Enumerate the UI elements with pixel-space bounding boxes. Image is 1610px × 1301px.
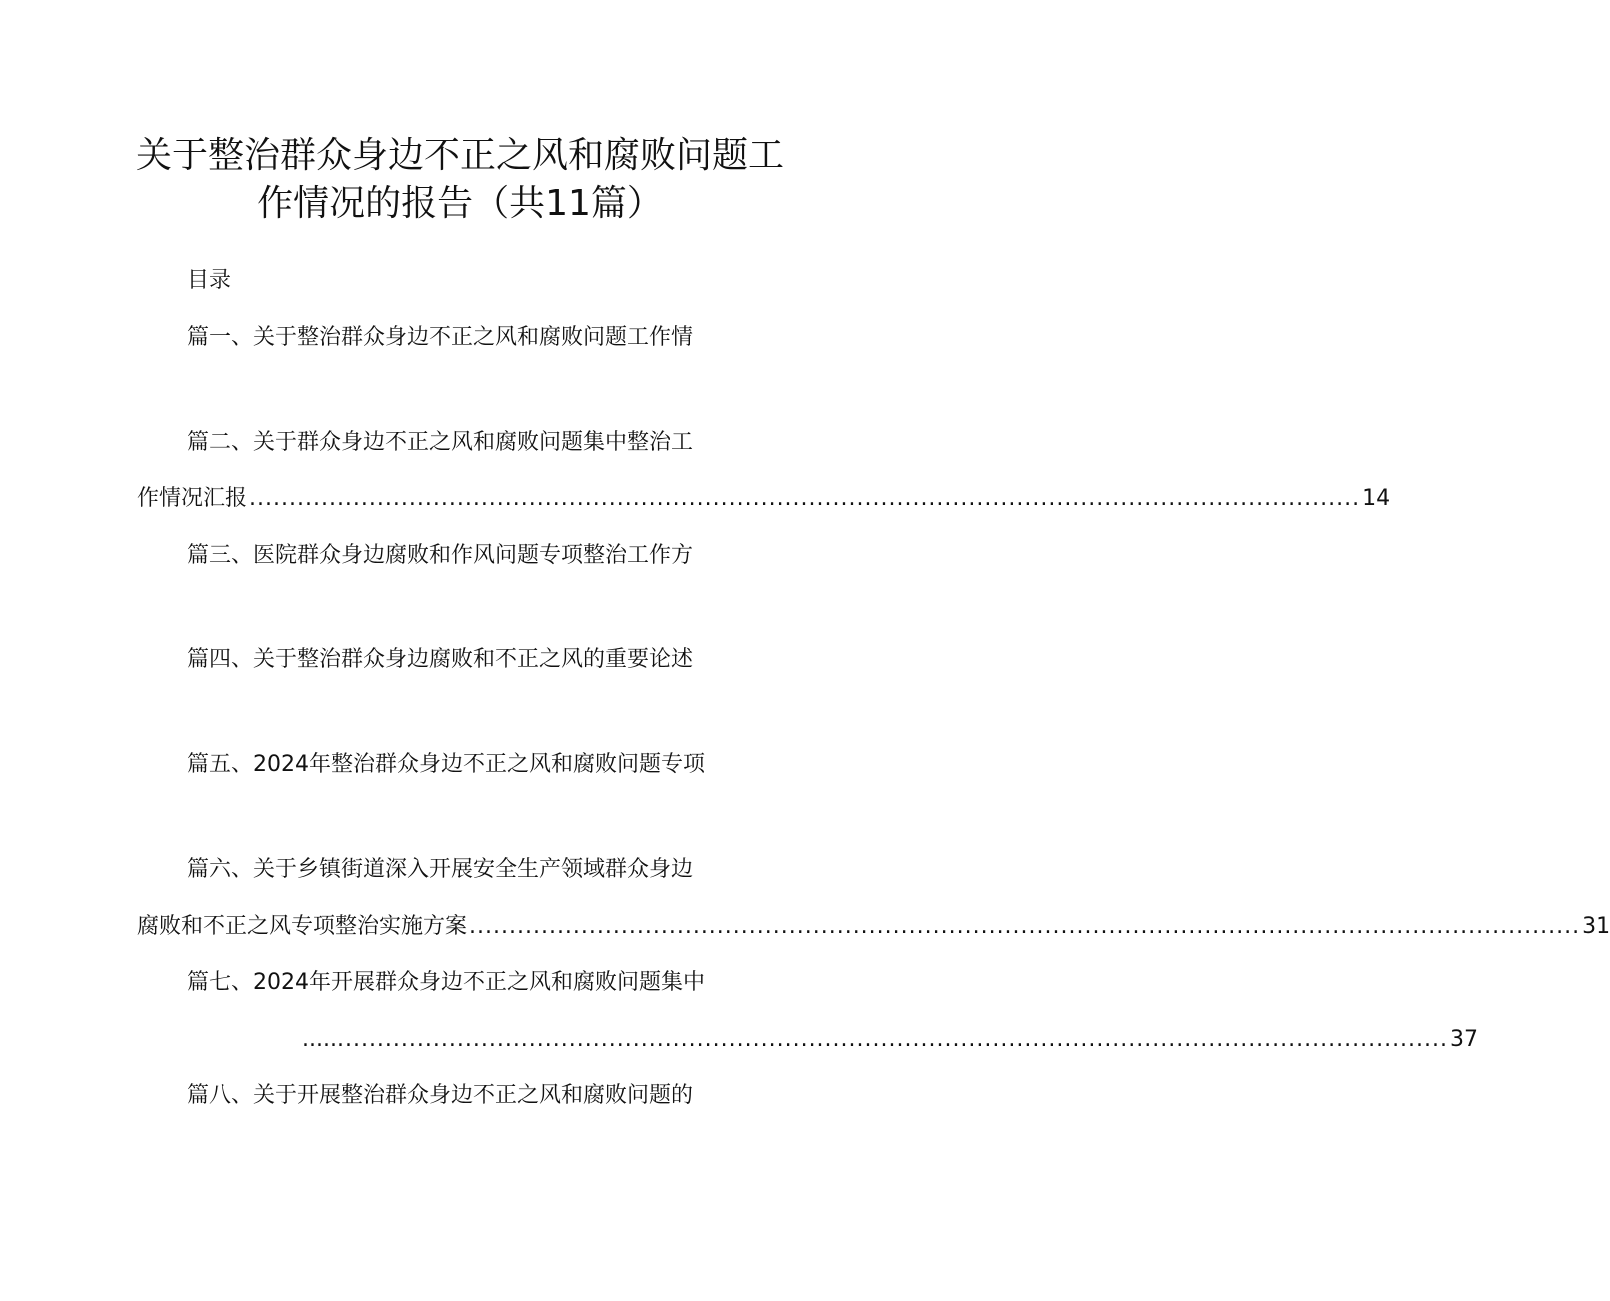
- toc-entry-6[interactable]: 篇六、关于乡镇街道深入开展安全生产领域群众身边: [187, 857, 694, 882]
- document-title-line-2: 作情况的报告（共11篇）: [257, 183, 663, 224]
- toc-entry-7-continuation[interactable]: [302, 1025, 1479, 1055]
- toc-entry-1[interactable]: 篇一、关于整治群众身边不正之风和腐败问题工作情: [187, 325, 694, 350]
- toc-entry-7-page-number: 37: [1450, 1027, 1479, 1052]
- document-title-line-1: 关于整治群众身边不正之风和腐败问题工: [135, 135, 784, 176]
- toc-entry-2[interactable]: 篇二、关于群众身边不正之风和腐败问题集中整治工: [187, 430, 694, 455]
- leader-dots: ...........................................................................................................................................: [336, 1027, 1449, 1052]
- leader-dots: ...........................................................................................................................................: [469, 914, 1581, 939]
- leader-dots: ...........................................................................................................................................: [249, 486, 1361, 511]
- toc-entry-6-page-number: 31: [1582, 914, 1610, 939]
- toc-entry-2-page-number: 14: [1362, 486, 1391, 511]
- toc-entry-7-text: .....: [302, 1027, 337, 1052]
- toc-entry-8[interactable]: 篇八、关于开展整治群众身边不正之风和腐败问题的: [187, 1083, 694, 1108]
- toc-entry-6-text: 腐败和不正之风专项整治实施方案: [137, 914, 468, 939]
- toc-entry-3[interactable]: 篇三、医院群众身边腐败和作风问题专项整治工作方: [187, 543, 694, 568]
- toc-heading: 目录: [187, 268, 232, 293]
- toc-entry-7[interactable]: 篇七、2024年开展群众身边不正之风和腐败问题集中: [187, 970, 705, 995]
- toc-entry-4[interactable]: 篇四、关于整治群众身边腐败和不正之风的重要论述: [187, 647, 694, 672]
- toc-entry-2-continuation[interactable]: [137, 484, 1391, 514]
- toc-entry-5[interactable]: 篇五、2024年整治群众身边不正之风和腐败问题专项: [187, 752, 705, 777]
- toc-entry-2-text: 作情况汇报: [137, 486, 248, 511]
- toc-entry-6-continuation[interactable]: [137, 912, 1610, 942]
